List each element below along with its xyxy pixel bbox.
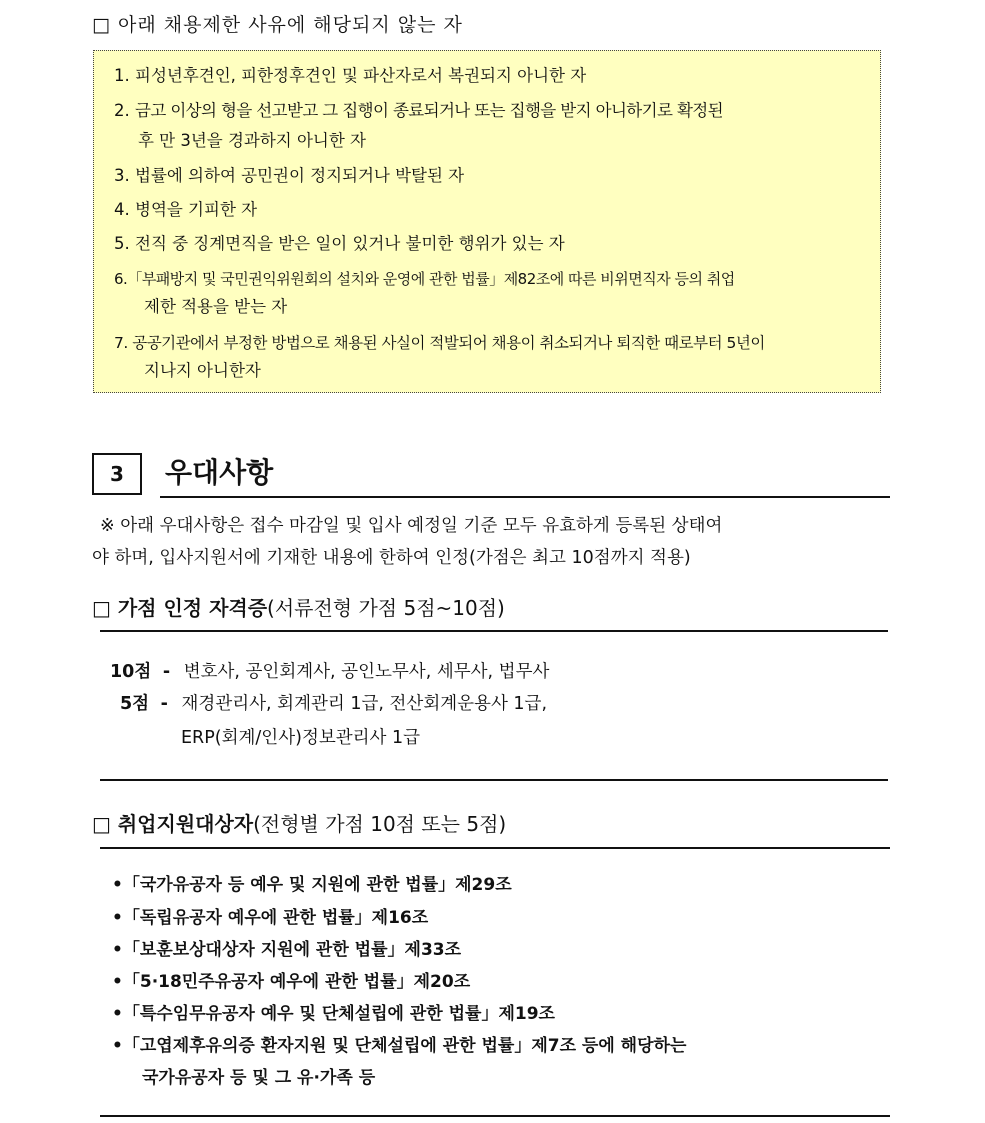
cert-heading: [92, 592, 505, 621]
cert-list: 변호사, 공인회계사, 공인노무사, 세무사, 법무사: [183, 662, 550, 682]
item-text-continued: 제한 적용을 받는 자: [144, 297, 288, 316]
item-number: 2.: [114, 101, 130, 120]
cert-row-10: [110, 656, 549, 688]
support-item: •「5·18민주유공자 예우에 관한 법률」제20조: [112, 972, 471, 992]
note-line-1: ※ 아래 우대사항은 접수 마감일 및 입사 예정일 기준 모두 유효하게 등록된 상태여: [100, 516, 723, 536]
support-item: •「독립유공자 예우에 관한 법률」제16조: [112, 908, 429, 928]
cert-dash: -: [160, 694, 168, 714]
support-heading-rest: (전형별 가점 10점 또는 5점): [253, 812, 507, 836]
item-text: 공공기관에서 부정한 방법으로 채용된 사실이 적발되어 채용이 취소되거나 퇴직한 때로부터 5년이: [132, 334, 765, 352]
section-title: 우대사항: [165, 456, 274, 489]
note-line-2: 야 하며, 입사지원서에 기재한 내용에 한하여 인정(가점은 최고 10점까지 적용): [92, 548, 691, 568]
item-text: 피성년후견인, 피한정후견인 및 파산자로서 복권되지 아니한 자: [135, 66, 587, 85]
item-number: 4.: [114, 200, 130, 219]
support-heading: [92, 808, 506, 837]
item-text: 금고 이상의 형을 선고받고 그 집행이 종료되거나 또는 집행을 받지 아니하기로 확정된: [135, 101, 723, 120]
preference-note: [92, 510, 892, 574]
restriction-item-6: [114, 264, 876, 294]
item-number: 5.: [114, 234, 130, 253]
divider: [100, 847, 890, 849]
cert-list-continued: ERP(회계/인사)정보관리사 1급: [181, 728, 421, 748]
item-text: 전직 중 징계면직을 받은 일이 있거나 불미한 행위가 있는 자: [135, 234, 565, 253]
support-item: •「특수임무유공자 예우 및 단체설립에 관한 법률」제19조: [112, 1004, 555, 1024]
divider: [100, 630, 888, 632]
item-text-continued: 후 만 3년을 경과하지 아니한 자: [138, 131, 366, 150]
section-number: 3: [92, 453, 142, 495]
restriction-item-5: [114, 229, 876, 259]
support-item: •「고엽제후유의증 환자지원 및 단체설립에 관한 법률」제7조 등에 해당하는: [112, 1036, 687, 1056]
divider: [100, 779, 888, 781]
restriction-heading: □ 아래 채용제한 사유에 해당되지 않는 자: [92, 14, 463, 36]
support-heading-bold: □ 취업지원대상자: [92, 812, 254, 836]
support-item: •「보훈보상대상자 지원에 관한 법률」제33조: [112, 940, 462, 960]
item-text-continued: 지나지 아니한자: [144, 361, 261, 380]
support-item: •「국가유공자 등 예우 및 지원에 관한 법률」제29조: [112, 875, 512, 895]
item-number: 3.: [114, 166, 130, 185]
cert-dash: -: [162, 662, 171, 682]
restriction-item-7: [114, 328, 876, 358]
cert-points: 10점: [110, 662, 152, 682]
cert-row-5: [120, 688, 547, 720]
cert-points: 5점: [120, 694, 150, 714]
item-text: 병역을 기피한 자: [135, 200, 258, 219]
item-number: 6.: [114, 270, 128, 288]
restriction-item-4: [114, 195, 876, 225]
restriction-item-1: [114, 61, 876, 91]
restriction-item-3: [114, 161, 876, 191]
item-number: 7.: [114, 334, 128, 352]
cert-heading-rest: (서류전형 가점 5점~10점): [267, 596, 505, 620]
section-underline: [160, 496, 890, 498]
support-item-continued: 국가유공자 등 및 그 유·가족 등: [142, 1068, 376, 1088]
restriction-box: [93, 50, 881, 393]
restriction-item-2: [114, 96, 876, 126]
divider: [100, 1115, 890, 1117]
cert-heading-bold: □ 가점 인정 자격증: [92, 596, 268, 620]
item-number: 1.: [114, 66, 130, 85]
item-text: 「부패방지 및 국민권익위원회의 설치와 운영에 관한 법률」제82조에 따른 비위면직자 등의 취업: [127, 270, 735, 288]
cert-list: 재경관리사, 회계관리 1급, 전산회계운용사 1급,: [181, 694, 548, 714]
item-text: 법률에 의하여 공민권이 정지되거나 박탈된 자: [135, 166, 465, 185]
